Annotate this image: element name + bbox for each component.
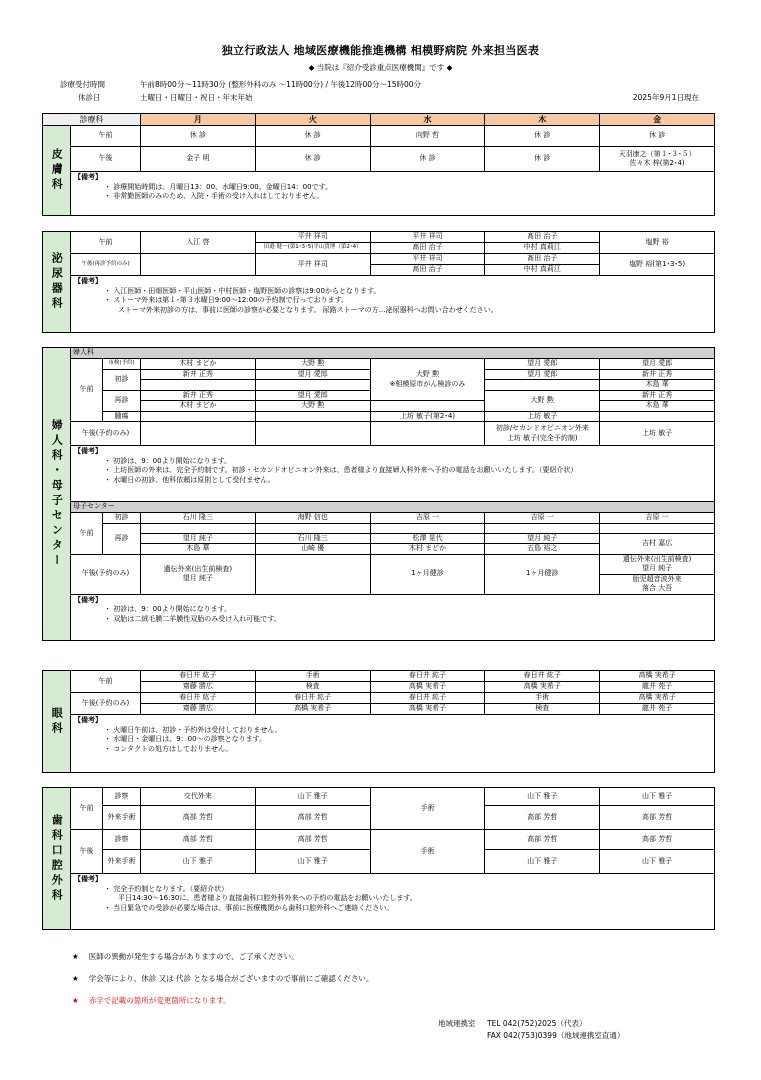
dental-note-2: ・ 当日緊急での受診が必要な場合は、事前に医療機関から歯科口腔外科へご連絡ください。: [104, 903, 394, 912]
eye-am2-thu: 高橋 実希子: [485, 682, 600, 693]
ms-pm-wed: 1ヶ月健診: [370, 554, 485, 594]
derm-note-2: ・ 非常勤医師のみのため、入院・手術の受け入れはしておりません。: [104, 192, 324, 200]
eye-am1-fri: 高橋 実希子: [600, 671, 715, 682]
eye-am2-fri: 龍井 苑子: [600, 682, 715, 693]
ms-saishin2-wed: 木村 まどか: [370, 544, 485, 555]
uro-am-thu-2: 中村 真莉江: [485, 243, 600, 254]
ms-saishin1-fri: 吉村 嘉広: [600, 533, 715, 554]
gyn-tue-shiken: 大野 勲: [255, 359, 370, 370]
eye-am2-tue: 検査: [255, 682, 370, 693]
ms-saishin1-mon: 望月 純子: [141, 533, 256, 544]
dental-pm-gai-thu: 山下 雅子: [485, 850, 600, 874]
dental-pm-shin-tue: 高部 芳哲: [255, 830, 370, 850]
derm-pm-label: 午後: [71, 147, 141, 172]
gyn-am-label: 午前: [71, 359, 103, 422]
dental-am-gai-mon: 高部 芳哲: [141, 806, 256, 830]
ms-pm-mon-2: 望月 純子: [182, 574, 214, 582]
uro-pm-tue: 平井 祥司: [255, 254, 370, 276]
gyn-fri-1: 望月 愛郎: [600, 359, 715, 370]
ms-note-2: ・ 双胎は二絨毛膜二羊膜性双胎のみ受け入れ可能です。: [104, 614, 281, 623]
ms-saishin2-thu: 五島 裕之: [485, 544, 600, 555]
gyn-wed-am-2: ※相模原市がん検診のみ: [389, 379, 466, 388]
star-icon: ★: [72, 974, 79, 983]
uro-pm-thu-1: 髙田 治子: [485, 254, 600, 265]
ms-saishin2-tue: 山崎 優: [255, 544, 370, 555]
day-mon: 月: [141, 114, 256, 126]
dental-am-gai-fri: 高部 芳哲: [600, 806, 715, 830]
eye-pm1-fri: 高橋 実希子: [600, 693, 715, 704]
gyn-row-shoshin: 初診: [103, 369, 141, 390]
dental-note-title: 【備考】: [74, 875, 102, 883]
derm-dept: 皮膚科: [43, 126, 71, 216]
dental-am-shin-tue: 山下 雅子: [255, 788, 370, 806]
uro-pm-wed-1: 平井 祥司: [370, 254, 485, 265]
uro-pm-mon: [141, 254, 256, 276]
uro-am-tue-1: 平井 祥司: [255, 232, 370, 243]
star-icon: ★: [72, 996, 79, 1005]
eye-pm2-mon: 齋藤 勝広: [141, 704, 256, 715]
page-title: 独立行政法人 地域医療機能推進機構 相模野病院 外来担当医表: [221, 44, 540, 57]
gyn-note-3: ・ 水曜日の初診、他科依頼は原則として受付ません。: [104, 475, 275, 484]
dental-am-label: 午前: [71, 788, 103, 830]
gyn-thu-2: 望月 愛郎: [485, 369, 600, 380]
ms-note-1: ・ 初診は、9：00より開始になります。: [104, 605, 232, 613]
uro-note-2: ・ ストーマ外来は第１･第３水曜日9:00～12:00の予約制で行っております。: [104, 296, 349, 304]
eye-table: [42, 670, 715, 773]
footer-text-1: 医師の異動が発生する場合がありますので、ご了承ください。: [88, 952, 299, 961]
dental-pm-shin-mon: 高部 芳哲: [141, 830, 256, 850]
dental-notes: [71, 874, 715, 930]
gyn-mon-saishin-1: 新井 正秀: [141, 390, 256, 401]
ms-pm-fri-4: 落合 大吾: [641, 584, 673, 592]
dental-pm-gai-mon: 山下 雅子: [141, 850, 256, 874]
eye-notes: [71, 715, 715, 773]
derm-pm-wed: 休 診: [370, 147, 485, 172]
ms-notes: [71, 594, 715, 640]
footer-text-2: 学会等により、休診 又は 代診 となる場合がございますので事前にご確認ください。: [88, 974, 374, 983]
dental-pm-gai-fri: 山下 雅子: [600, 850, 715, 874]
gyn-row-saishin: 再診: [103, 390, 141, 411]
ms-shoshin-mon: 石川 隆三: [141, 513, 256, 524]
derm-am-fri: 休 診: [600, 126, 715, 147]
ms-pm-fri-2: 望月 純子: [641, 564, 673, 572]
derm-am-thu: 休 診: [485, 126, 600, 147]
eye-am1-tue: 手術: [255, 671, 370, 682]
uro-note-1: ・ 入江医師・田畑医師・平山医師・中村医師・塩野医師の診察は9:00からとなります。: [104, 286, 381, 295]
eye-am-label: 午前: [71, 671, 141, 693]
ms-shoshin-wed: 吉原 一: [370, 513, 485, 524]
ms-saishin1-wed: 松澤 晃代: [370, 533, 485, 544]
derm-am-wed: 向野 哲: [370, 126, 485, 147]
reception-label: 診療受付時間: [60, 80, 105, 89]
derm-note-1: ・ 診療開始時間は、月曜日13：00、水曜日9:00、金曜日14：00です。: [104, 182, 333, 191]
ms-shoshin-tue: 海野 信也: [255, 513, 370, 524]
uro-am-wed-1: 平井 祥司: [370, 232, 485, 243]
dental-row-shinsatsu-pm: 診察: [103, 830, 141, 850]
gyn-thu-shuyo: 上坊 敏子: [485, 411, 600, 422]
holiday-value: 土曜日・日曜日・祝日・年末年始: [140, 93, 253, 102]
day-fri: 金: [600, 114, 715, 126]
uro-am-fri: 塩野 裕: [600, 232, 715, 254]
uro-pm-label: 午後(再診予約のみ): [71, 254, 141, 276]
eye-pm1-mon: 春日井 紘子: [141, 693, 256, 704]
contact-label: 地域連携室: [438, 1019, 476, 1028]
gyn-thu-1: 望月 愛郎: [485, 359, 600, 370]
uro-am-mon: 入江 啓: [141, 232, 256, 254]
gyn-fri-4: 新井 正秀: [600, 390, 715, 401]
gyn-pm-thu: [485, 422, 600, 446]
gyn-wed-shuyo: 上坊 敏子(第2･4): [370, 411, 485, 422]
gyn-notes: [71, 446, 715, 502]
derm-pm-mon: 金子 明: [141, 147, 256, 172]
gyn-tue-saishin-2: 大野 勲: [255, 401, 370, 412]
gyn-dept: 婦人科・母子センター: [43, 348, 71, 641]
gyn-table: [42, 347, 715, 641]
ms-pm-label: 午後(予約のみ): [71, 554, 141, 594]
eye-pm1-tue: 春日井 紘子: [255, 693, 370, 704]
derm-pm-tue: 休 診: [255, 147, 370, 172]
gyn-mon-shoshin: 新井 正秀: [141, 369, 256, 380]
dental-pm-label: 午後: [71, 830, 103, 874]
eye-note-title: 【備考】: [74, 716, 102, 724]
ms-pm-mon-1: 遺伝外来(出生前検査): [163, 564, 233, 573]
derm-am-tue: 休 診: [255, 126, 370, 147]
notice-text: ◆ 当院は『紹介受診重点医療機関』です ◆: [308, 63, 453, 72]
dental-table: [42, 787, 715, 930]
uro-am-label: 午前: [71, 232, 141, 254]
derm-am-label: 午前: [71, 126, 141, 147]
ms-pm-thu: 1ヶ月健診: [485, 554, 600, 594]
eye-pm2-fri: 龍井 苑子: [600, 704, 715, 715]
gyn-wed-am-1: 大野 勲: [415, 370, 440, 378]
uro-notes: [71, 276, 715, 333]
ms-shoshin-thu: 吉原 一: [485, 513, 600, 524]
dental-am-wed: 手術: [370, 788, 485, 830]
ms-am-label: 午前: [71, 513, 103, 555]
dental-row-gairai: 外来手術: [103, 806, 141, 830]
footer-text-3: 赤字で記載の箇所が変更箇所になります。: [88, 996, 231, 1005]
dental-row-gairai-pm: 外来手術: [103, 850, 141, 874]
ms-pm-fri-3: 胎児超音波外来: [632, 574, 682, 583]
dental-note-sub: 平日14:30～16:30に、患者様より直接歯科口腔外科外来への予約の電話をお願いいたします。: [118, 894, 417, 902]
eye-dept: 眼科: [43, 671, 71, 773]
eye-am1-wed: 春日井 紘子: [370, 671, 485, 682]
day-thu: 木: [485, 114, 600, 126]
gyn-fri-3: 木島 華: [600, 380, 715, 391]
eye-am2-wed: 高橋 実希子: [370, 682, 485, 693]
ms-row-saishin: 再診: [103, 523, 141, 554]
eye-pm1-thu: 手術: [485, 693, 600, 704]
eye-pm-label: 午後(予約のみ): [71, 693, 141, 715]
gyn-pm-label: 午後(予約のみ): [71, 422, 141, 446]
eye-note-2: ・ 水曜日・金曜日は、9：00～の診察となります。: [104, 735, 267, 743]
derm-am-mon: 休 診: [141, 126, 256, 147]
derm-notes: [71, 172, 715, 216]
dental-am-shin-fri: 山下 雅子: [600, 788, 715, 806]
gyn-pm-thu-1: 初診/セカンドオピニオン外来: [495, 424, 589, 432]
derm-pm-thu: 休 診: [485, 147, 600, 172]
derm-table: [42, 113, 715, 216]
gyn-pm-thu-2: 上坊 敏子(完全予約制): [506, 433, 578, 442]
gyn-section-title: 婦人科: [71, 348, 715, 359]
uro-pm-fri: 塩野 裕(第1･3･5): [600, 254, 715, 276]
ms-row-shoshin: 初診: [103, 513, 141, 524]
holiday-label: 休診日: [78, 93, 101, 102]
eye-note-3: ・ コンタクトの処方はしておりません。: [104, 744, 233, 753]
uro-pm-wed-2: 髙田 治子: [370, 265, 485, 276]
dental-am-shin-thu: 山下 雅子: [485, 788, 600, 806]
gyn-note-1: ・ 初診は、9：00より開始になります。: [104, 456, 232, 465]
ms-pm-fri-1: 遺伝外来(出生前検査): [622, 554, 692, 563]
gyn-note-title: 【備考】: [74, 447, 102, 455]
uro-am-wed-2: 髙田 治子: [370, 243, 485, 254]
eye-note-1: ・ 火曜日午前は、初診・予約外は受付しておりません。: [104, 725, 282, 734]
eye-am2-mon: 齋藤 勝広: [141, 682, 256, 693]
contact-fax: FAX 042(753)0399（地域連携室直通）: [487, 1031, 625, 1040]
ms-shoshin-fri: 吉原 一: [600, 513, 715, 524]
derm-pm-fri-1: 天羽康之（第１･３･５）: [618, 149, 696, 158]
dental-dept: 歯科口腔外科: [43, 788, 71, 930]
ms-saishin2-mon: 木島 華: [141, 544, 256, 555]
derm-pm-fri: [600, 147, 715, 172]
star-icon: ★: [72, 952, 79, 961]
eye-am1-thu: 春日井 紘子: [485, 671, 600, 682]
uro-dept: 泌尿器科: [43, 232, 71, 333]
uro-table: [42, 231, 715, 333]
ms-note-title: 【備考】: [74, 595, 102, 604]
day-tue: 火: [255, 114, 370, 126]
gyn-wed-am: [370, 359, 485, 401]
footer-note-2: [72, 973, 373, 984]
dental-am-gai-thu: 高部 芳哲: [485, 806, 600, 830]
ms-saishin1-thu: 望月 純子: [485, 533, 600, 544]
derm-pm-fri-2: 佐々木 梓(第2･4): [629, 159, 685, 167]
gyn-pm-fri: 上坊 敏子: [600, 422, 715, 446]
dept-header: 診療科: [43, 114, 141, 126]
dental-note-1: ・ 完全予約制となります。（要紹介状）: [104, 884, 229, 893]
uro-pm-thu-2: 中村 真莉江: [485, 265, 600, 276]
uro-am-tue-2: 田邉 健一(第1･3･5)平山貴博（第2･4）: [255, 243, 370, 254]
ms-pm-fri-a: [600, 554, 715, 574]
footer-note-3: [72, 995, 231, 1006]
eye-pm2-thu: 検査: [485, 704, 600, 715]
footer-note-1: [72, 951, 299, 962]
as-of-date: 2025年9月1日現在: [632, 93, 699, 102]
eye-pm2-wed: 高橋 実希子: [370, 704, 485, 715]
gyn-row-shiken: 市検(予約): [103, 359, 141, 370]
dental-am-shin-mon: 交代外来: [141, 788, 256, 806]
gyn-mon-shiken: 木村 まどか: [141, 359, 256, 370]
eye-pm1-wed: 春日井 紘子: [370, 693, 485, 704]
dental-pm-wed: 手術: [370, 830, 485, 874]
uro-am-thu-1: 髙田 治子: [485, 232, 600, 243]
reception-value: 午前8時00分～11時30分 (整形外科のみ ～11時00分) / 午後12時00分～15時00分: [140, 80, 422, 89]
gyn-tue-saishin-1: 望月 愛郎: [255, 390, 370, 401]
uro-note-3: ストーマ外来初診の方は、事前に医師の診察が必要となります。 尿路ストーマの方…泌尿器科へお問い合わせください。: [118, 305, 498, 314]
dental-pm-gai-tue: 山下 雅子: [255, 850, 370, 874]
ms-section-title: 母子センター: [71, 502, 715, 513]
gyn-tue-shoshin: 望月 愛郎: [255, 369, 370, 380]
ms-pm-mon: [141, 554, 256, 594]
dental-pm-shin-thu: 高部 芳哲: [485, 830, 600, 850]
uro-note-title: 【備考】: [74, 277, 102, 285]
gyn-row-shuyo: 腫瘍: [103, 411, 141, 422]
gyn-thu-saishin: 大野 勲: [485, 390, 600, 411]
day-wed: 水: [370, 114, 485, 126]
gyn-fri-2: 新井 正秀: [600, 369, 715, 380]
dental-row-shinsatsu: 診察: [103, 788, 141, 806]
gyn-mon-saishin-2: 木村 まどか: [141, 401, 256, 412]
derm-note-title: 【備考】: [74, 173, 102, 181]
ms-saishin1-tue: 石川 隆三: [255, 533, 370, 544]
contact-tel: TEL 042(752)2025（代表）: [487, 1019, 587, 1028]
eye-am1-mon: 春日井 紘子: [141, 671, 256, 682]
gyn-note-2: ・ 上坊医師の外来は、完全予約制です。初診・セカンドオピニオン外来は、患者様より直接婦人科外来へ予約の電話をお願いいたします。（要紹介状）: [104, 466, 578, 474]
dental-am-gai-tue: 高部 芳哲: [255, 806, 370, 830]
ms-pm-fri-b: [600, 574, 715, 594]
dental-pm-shin-fri: 高部 芳哲: [600, 830, 715, 850]
gyn-fri-5: 木島 華: [600, 401, 715, 412]
eye-pm2-tue: 高橋 実希子: [255, 704, 370, 715]
